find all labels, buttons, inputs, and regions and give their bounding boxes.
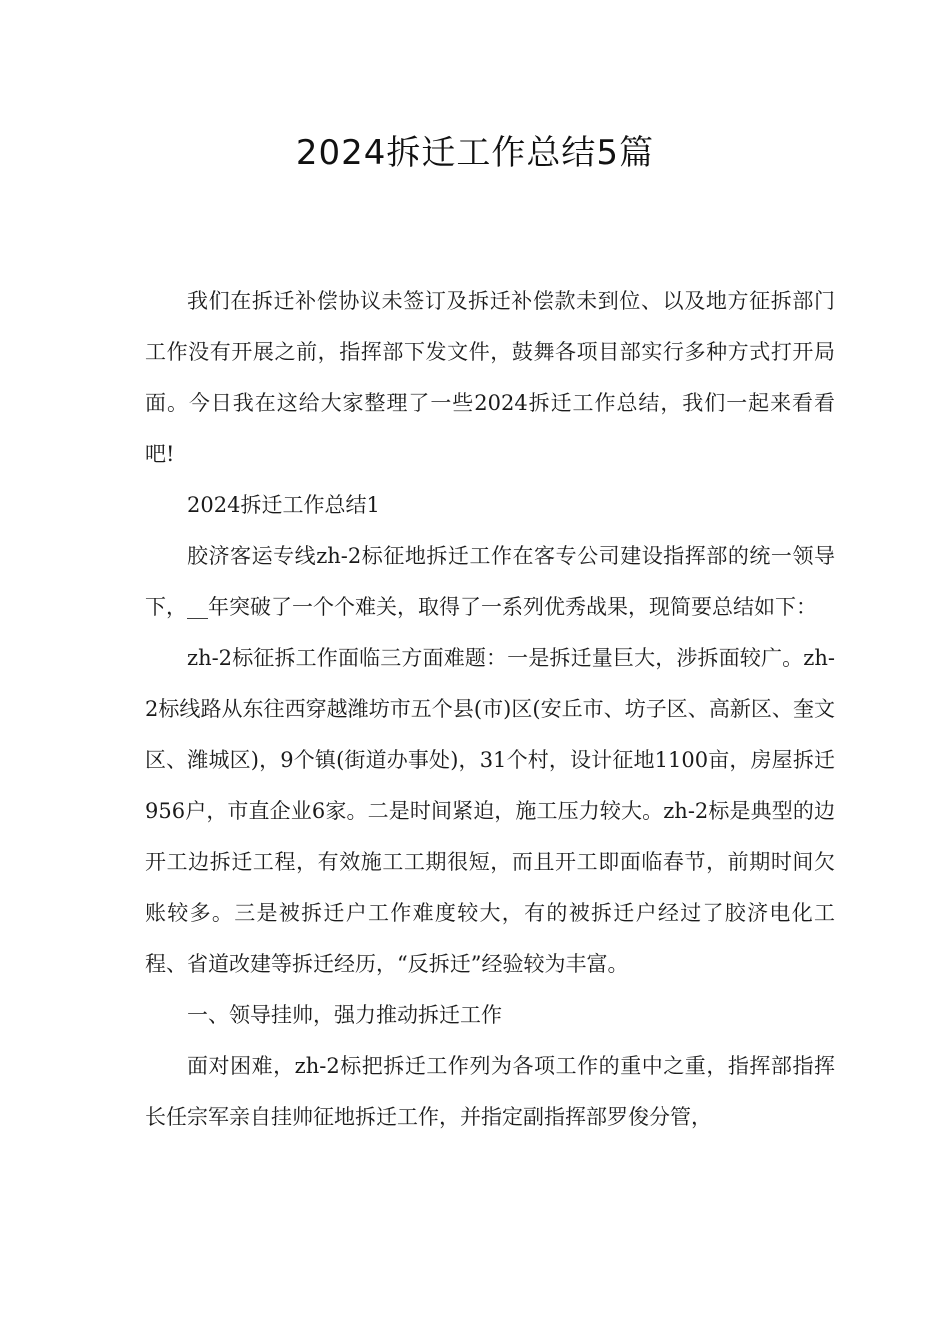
document-title: 2024拆迁工作总结5篇 (295, 133, 655, 173)
subheading-leadership: 一、领导挂帅，强力推动拆迁工作 (187, 1003, 502, 1027)
difficulties-paragraph: zh-2标征拆工作面临三方面难题：一是拆迁量巨大，涉拆面较广。zh-2标线路从东往西穿越潍坊市五个县(市)区(安丘市、坊子区、高新区、奎文区、潍城区)，9个镇(街道办事处)，31个村，设计征地1100亩，房屋拆迁956户，市直企业6家。二是时间紧迫，施工压力较大。zh-2标是典型的边开工边拆迁工程，有效施工工期很短，而且开工即面临春节，前期时间欠账较多。三是被拆迁户工作难度较大，有的被拆迁户经过了胶济电化工程、省道改建等拆迁经历，“反拆迁”经验较为丰富。 (145, 646, 835, 976)
intro-paragraph: 我们在拆迁补偿协议未签订及拆迁补偿款未到位、以及地方征拆部门工作没有开展之前，指挥部下发文件，鼓舞各项目部实行多种方式打开局面。今日我在这给大家整理了一些2024拆迁工作总结，我们一起来看看吧! (145, 289, 835, 466)
section-heading-1: 2024拆迁工作总结1 (187, 493, 380, 517)
summary-intro-paragraph: 胶济客运专线zh-2标征地拆迁工作在客专公司建设指挥部的统一领导下，__年突破了一个个难关，取得了一系列优秀战果，现简要总结如下： (145, 544, 835, 619)
document-body (145, 276, 835, 1143)
leadership-paragraph: 面对困难，zh-2标把拆迁工作列为各项工作的重中之重，指挥部指挥长任宗军亲自挂帅征地拆迁工作，并指定副指挥部罗俊分管， (145, 1054, 835, 1129)
